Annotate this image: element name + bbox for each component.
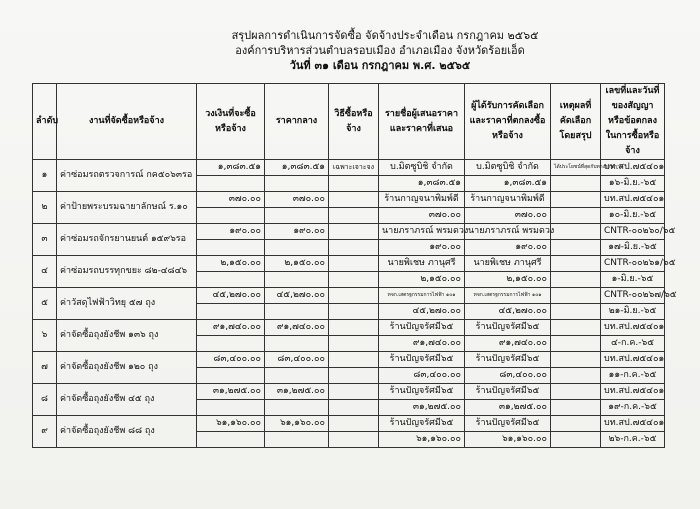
bidder-name: บ.มิตซูบิชิ จำกัด: [379, 160, 465, 176]
method-empty: [329, 304, 379, 320]
item-name: ค่าจัดซื้อถุงยังชีพ ๑๓๖ ถุง: [57, 320, 197, 352]
contract-number: CNTR-๐๐๒๖๐/๖๕: [601, 224, 665, 240]
budget-empty: [197, 400, 265, 416]
win-price: ๓๑,๒๗๕.๐๐: [465, 400, 551, 416]
table-row: [33, 384, 665, 400]
document-header: [0, 28, 700, 73]
bidder-name: ร้านปัญจรัศมี๖๕: [379, 384, 465, 400]
bid-price: ๘๓,๔๐๐.๐๐: [379, 368, 465, 384]
median-empty: [265, 208, 329, 224]
col-reason-header: เหตุผลที่คัดเลือกโดยสรุป: [551, 84, 601, 160]
col-bidders-header: รายชื่อผู้เสนอราคาและราคาที่เสนอ: [379, 84, 465, 160]
median-empty: [265, 240, 329, 256]
item-name: ค่าซ่อมรถบรรทุกขยะ ๘๒-๔๘๔๖: [57, 256, 197, 288]
selection-reason: [551, 256, 601, 272]
method-empty: [329, 368, 379, 384]
median-empty: [265, 432, 329, 448]
col-no-header: ลำดับ: [33, 84, 57, 160]
organization-name: องค์การบริหารส่วนตำบลรอบเมือง อำเภอเมือง จังหวัดร้อยเอ็ด: [235, 44, 525, 57]
contract-date: ๑๗-มิ.ย.-๖๕: [601, 240, 665, 256]
contract-number: บท.สป.๗๕๔๐๑: [601, 352, 665, 368]
bid-price: ๓๑,๒๗๕.๐๐: [379, 400, 465, 416]
procurement-method: [329, 384, 379, 400]
row-number: ๒: [33, 192, 57, 224]
table-header-row: [33, 84, 665, 160]
bid-price: ๒,๑๕๐.๐๐: [379, 272, 465, 288]
procurement-method: [329, 256, 379, 272]
win-price: ๖๑,๑๖๐.๐๐: [465, 432, 551, 448]
winner-name: ร้านปัญจรัศมี๖๕: [465, 352, 551, 368]
table-body: [33, 160, 677, 448]
reason-empty: [551, 240, 601, 256]
winner-name: ร้านปัญจรัศมี๖๕: [465, 320, 551, 336]
win-price: ๑๙๐.๐๐: [465, 240, 551, 256]
reason-empty: [551, 432, 601, 448]
budget-amount: ๖๑,๑๖๐.๐๐: [197, 416, 265, 432]
budget-amount: ๓๑,๒๗๕.๐๐: [197, 384, 265, 400]
method-empty: [329, 272, 379, 288]
item-name: ค่าจัดซื้อถุงยังชีพ ๘๘ ถุง: [57, 416, 197, 448]
row-number: ๕: [33, 288, 57, 320]
contract-date: ๑๐-มิ.ย.-๖๕: [601, 208, 665, 224]
budget-amount: ๔๕,๒๗๐.๐๐: [197, 288, 265, 304]
median-price: ๘๓,๔๐๐.๐๐: [265, 352, 329, 368]
median-empty: [265, 400, 329, 416]
median-price: ๔๕,๒๗๐.๐๐: [265, 288, 329, 304]
bidder-name: นายภราภรณ์ พรมดวง: [379, 224, 465, 240]
win-price: ๓๗๐.๐๐: [465, 208, 551, 224]
budget-amount: ๘๓,๔๐๐.๐๐: [197, 352, 265, 368]
winner-name: หจก.เสตรฐกรรมการไฟฟ้า ๑๐๑: [465, 288, 551, 304]
budget-empty: [197, 432, 265, 448]
table-row: [33, 416, 665, 432]
contract-number: CNTR-๐๐๒๖๗/๖๕: [601, 288, 665, 304]
col-contract-header: เลขที่และวันที่ของสัญญาหรือข้อตกลงในการซื้อหรือจ้าง: [601, 84, 665, 160]
budget-empty: [197, 176, 265, 192]
budget-amount: ๑๙๐.๐๐: [197, 224, 265, 240]
win-price: ๘๓,๔๐๐.๐๐: [465, 368, 551, 384]
procurement-method: [329, 224, 379, 240]
contract-date: ๑๙-ก.ค.-๖๕: [601, 400, 665, 416]
median-price: ๓๗๐.๐๐: [265, 192, 329, 208]
contract-date: ๔-ก.ค.-๖๕: [601, 336, 665, 352]
selection-reason: [551, 352, 601, 368]
median-price: ๒,๑๕๐.๐๐: [265, 256, 329, 272]
reason-empty: [551, 208, 601, 224]
contract-number: บท.สป.๗๕๔๐๑: [601, 192, 665, 208]
budget-empty: [197, 304, 265, 320]
bidder-name: ร้านปัญจรัศมี๖๕: [379, 320, 465, 336]
budget-amount: ๙๑,๗๔๐.๐๐: [197, 320, 265, 336]
row-number: ๖: [33, 320, 57, 352]
median-price: ๑,๓๘๓.๕๑: [265, 160, 329, 176]
procurement-method: [329, 192, 379, 208]
bid-price: ๑,๓๘๓.๕๑: [379, 176, 465, 192]
win-price: ๙๑,๗๔๐.๐๐: [465, 336, 551, 352]
row-number: ๗: [33, 352, 57, 384]
col-item-header: งานที่จัดซื้อหรือจ้าง: [57, 84, 197, 160]
row-number: ๘: [33, 384, 57, 416]
budget-amount: ๑,๓๘๓.๕๑: [197, 160, 265, 176]
method-empty: [329, 432, 379, 448]
method-empty: [329, 208, 379, 224]
win-price: ๑,๓๘๓.๕๑: [465, 176, 551, 192]
method-empty: [329, 176, 379, 192]
bidder-name: นายพิเชษ ภานุศรี: [379, 256, 465, 272]
winner-name: นายพิเชษ ภานุศรี: [465, 256, 551, 272]
item-name: ค่าจัดซื้อถุงยังชีพ ๑๒๐ ถุง: [57, 352, 197, 384]
budget-amount: ๒,๑๕๐.๐๐: [197, 256, 265, 272]
bid-price: ๑๙๐.๐๐: [379, 240, 465, 256]
table-row: [33, 320, 665, 336]
table-row: [33, 160, 665, 176]
median-price: ๙๑,๗๔๐.๐๐: [265, 320, 329, 336]
median-price: ๑๙๐.๐๐: [265, 224, 329, 240]
contract-date: ๒๑-มิ.ย.-๖๕: [601, 304, 665, 320]
item-name: ค่าจัดซื้อถุงยังชีพ ๔๕ ถุง: [57, 384, 197, 416]
table-row: [33, 224, 665, 240]
contract-number: บท.สป.๗๕๔๐๑: [601, 384, 665, 400]
reason-empty: [551, 336, 601, 352]
item-name: ค่าซ่อมรถจักรยานยนต์ ๑๕๙๖รอ: [57, 224, 197, 256]
median-empty: [265, 368, 329, 384]
contract-date: ๑๖-มิ.ย.-๖๕: [601, 176, 665, 192]
procurement-method: [329, 288, 379, 304]
median-price: ๓๑,๒๗๕.๐๐: [265, 384, 329, 400]
win-price: ๔๕,๒๗๐.๐๐: [465, 304, 551, 320]
bid-price: ๓๗๐.๐๐: [379, 208, 465, 224]
winner-name: ร้านกาญจนาพิมพ์ดี: [465, 192, 551, 208]
col-winner-header: ผู้ได้รับการคัดเลือกและราคาที่ตกลงซื้อหรือจ้าง: [465, 84, 551, 160]
budget-empty: [197, 368, 265, 384]
contract-date: ๑-มิ.ย.-๖๕: [601, 272, 665, 288]
procurement-method: [329, 352, 379, 368]
winner-name: บ.มิตซูบิชิ จำกัด: [465, 160, 551, 176]
budget-empty: [197, 272, 265, 288]
bid-price: ๔๕,๒๗๐.๐๐: [379, 304, 465, 320]
table-row: [33, 288, 665, 304]
median-price: ๖๑,๑๖๐.๐๐: [265, 416, 329, 432]
reason-empty: [551, 304, 601, 320]
contract-number: บท.สป.๗๕๔๐๑: [601, 160, 665, 176]
contract-date: ๑๑-ก.ค.-๖๕: [601, 368, 665, 384]
col-method-header: วิธีซื้อหรือจ้าง: [329, 84, 379, 160]
procurement-method: [329, 416, 379, 432]
report-date: วันที่ ๓๑ เดือน กรกฎาคม พ.ศ. ๒๕๖๕: [289, 59, 471, 72]
selection-reason: [551, 416, 601, 432]
table-row: [33, 352, 665, 368]
median-empty: [265, 176, 329, 192]
bidder-name: ร้านปัญจรัศมี๖๕: [379, 416, 465, 432]
table-row: [33, 192, 665, 208]
selection-reason: [551, 192, 601, 208]
bidder-name: ร้านปัญจรัศมี๖๕: [379, 352, 465, 368]
col-budget-header: วงเงินที่จะซื้อหรือจ้าง: [197, 84, 265, 160]
reason-empty: [551, 272, 601, 288]
table-row: [33, 256, 665, 272]
bid-price: ๖๑,๑๖๐.๐๐: [379, 432, 465, 448]
item-name: ค่าซ่อมรถตรวจการณ์ กค๕๐๖๓รอ: [57, 160, 197, 192]
selection-reason: [551, 224, 601, 240]
reason-empty: [551, 368, 601, 384]
reason-empty: [551, 400, 601, 416]
selection-reason: [551, 320, 601, 336]
budget-empty: [197, 240, 265, 256]
item-name: ค่าป้ายพระบรมฉายาลักษณ์ ร.๑๐: [57, 192, 197, 224]
bidder-name: หจก.เสตรฐกรรมการไฟฟ้า ๑๐๑: [379, 288, 465, 304]
contract-number: CNTR-๐๐๒๖๑/๖๕: [601, 256, 665, 272]
reason-empty: [551, 176, 601, 192]
row-number: ๑: [33, 160, 57, 192]
procurement-method: [329, 320, 379, 336]
median-empty: [265, 272, 329, 288]
selection-reason: [551, 384, 601, 400]
winner-name: ร้านปัญจรัศมี๖๕: [465, 416, 551, 432]
procurement-method: เฉพาะเจาะจง: [329, 160, 379, 176]
row-number: ๙: [33, 416, 57, 448]
report-title: สรุปผลการดำเนินการจัดซื้อ จัดจ้างประจำเดือน กรกฎาคม ๒๕๖๕: [231, 29, 539, 42]
col-median-header: ราคากลาง: [265, 84, 329, 160]
bid-price: ๙๑,๗๔๐.๐๐: [379, 336, 465, 352]
win-price: ๒,๑๕๐.๐๐: [465, 272, 551, 288]
row-number: ๔: [33, 256, 57, 288]
winner-name: นายภราภรณ์ พรมดวง: [465, 224, 551, 240]
median-empty: [265, 304, 329, 320]
winner-name: ร้านปัญจรัศมี๖๕: [465, 384, 551, 400]
method-empty: [329, 240, 379, 256]
row-number: ๓: [33, 224, 57, 256]
contract-number: บท.สป.๗๕๔๐๑: [601, 320, 665, 336]
selection-reason: [551, 288, 601, 304]
method-empty: [329, 400, 379, 416]
contract-date: ๒๖-ก.ค.-๖๕: [601, 432, 665, 448]
bidder-name: ร้านกาญจนาพิมพ์ดี: [379, 192, 465, 208]
budget-amount: ๓๗๐.๐๐: [197, 192, 265, 208]
procurement-table: [32, 83, 677, 448]
median-empty: [265, 336, 329, 352]
budget-empty: [197, 336, 265, 352]
method-empty: [329, 336, 379, 352]
selection-reason: ได้ประโยชน์ที่สุดกับทางราชการ: [551, 160, 601, 176]
contract-number: บท.สป.๗๕๔๐๑: [601, 416, 665, 432]
budget-empty: [197, 208, 265, 224]
item-name: ค่าวัสดุไฟฟ้าวิทยุ ๕๗ ถุง: [57, 288, 197, 320]
